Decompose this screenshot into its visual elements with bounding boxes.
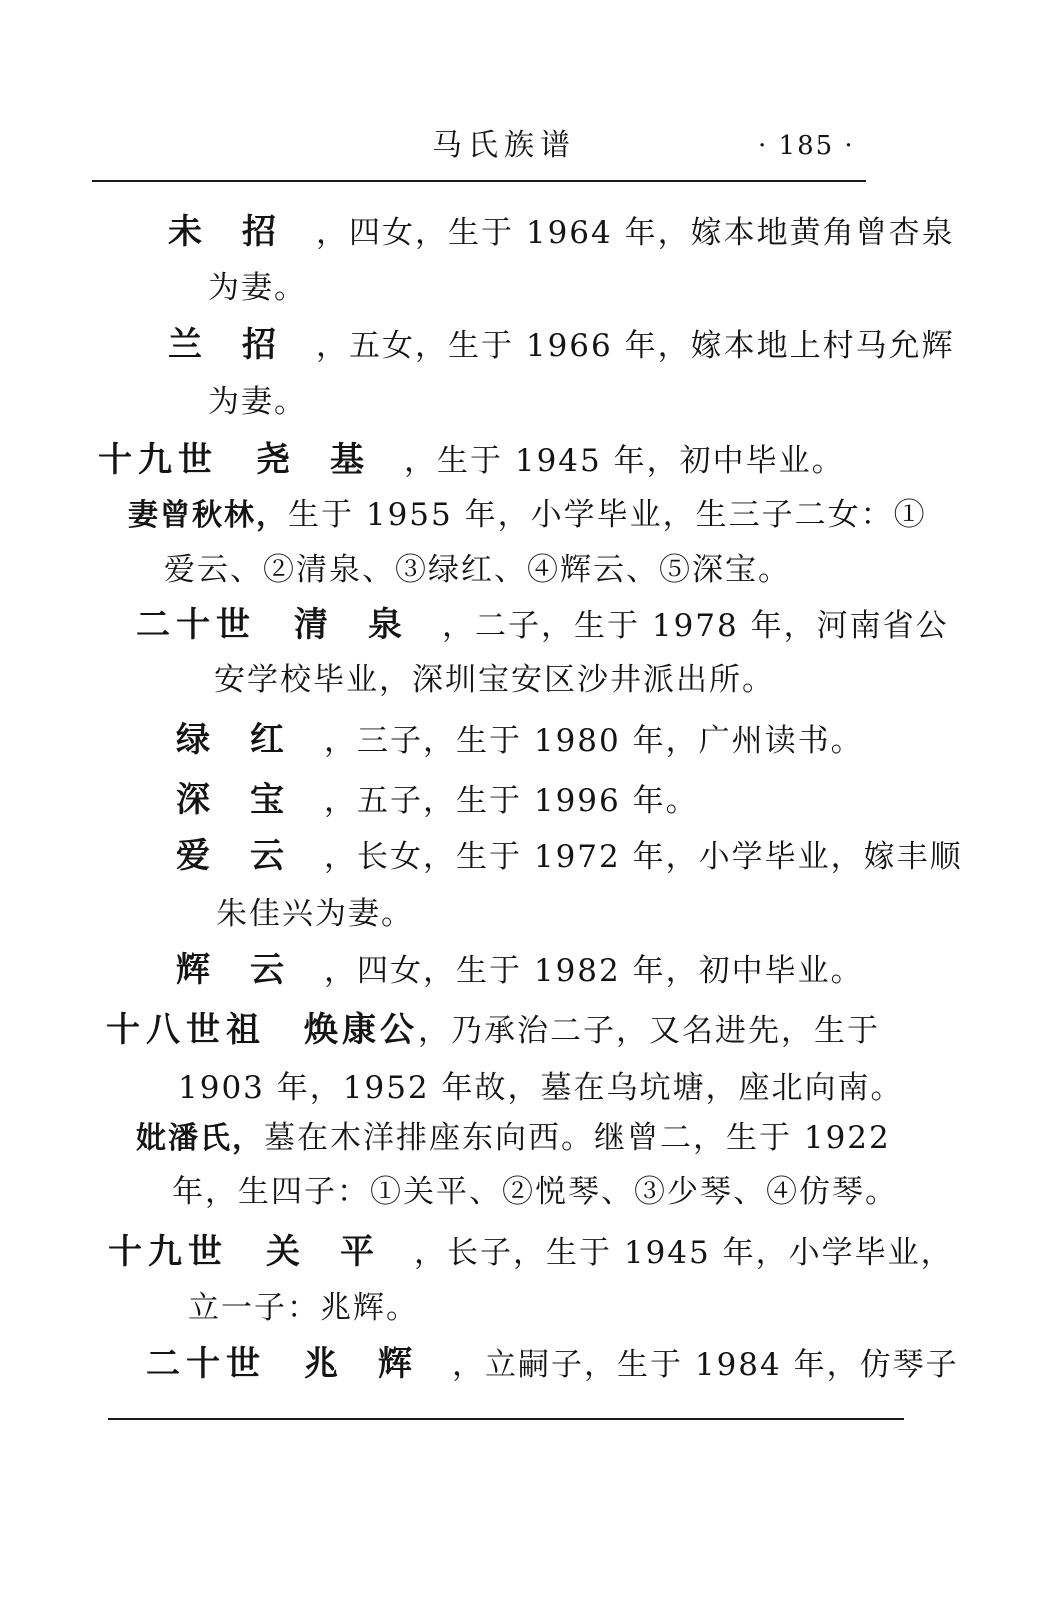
person-name: 兰招 [168,325,316,365]
entry-continuation: 年，生四子：①关平、②悦琴、③少琴、④仿琴。 [172,1174,898,1210]
generation-entry [136,605,949,646]
entry-continuation: 爱云、②清泉、③绿红、④辉云、⑤深宝。 [164,552,791,588]
entry-text: ，四女，生于 1982 年，初中毕业。 [324,953,864,989]
entry-continuation: 为妻。 [208,270,307,306]
entry-line [176,950,864,991]
person-name: 关平 [266,1232,414,1272]
page-number: · 185 · [758,131,855,161]
entry-text: ，三子，生于 1980 年，广州读书。 [324,723,864,759]
entry-text: ，生于 1945 年，初中毕业。 [404,443,845,479]
person-name: 兆辉 [304,1344,452,1384]
entry-continuation: 1903 年，1952 年故，墓在乌坑塘，座北向南。 [178,1070,904,1106]
entry-text: 墓在木洋排座东向西。继曾二，生于 1922 [264,1120,891,1156]
entry-continuation: 立一子：兆辉。 [188,1290,419,1326]
entry-text: ，五子，生于 1996 年。 [324,783,699,819]
entry-text: ，乃承治二子，又名进先，生于 [418,1013,880,1049]
entry-text: ，长女，生于 1972 年，小学毕业，嫁丰顺 [324,839,963,875]
header-rule [92,180,866,182]
person-name: 绿红 [176,720,324,760]
entry-line [176,780,699,821]
running-title: 马氏族谱 [432,128,576,163]
generation-label: 二十世 [136,605,256,645]
generation-label: 二十世 [146,1344,266,1384]
entry-text: ，长子，生于 1945 年，小学毕业， [414,1235,954,1271]
spouse-entry [136,1118,891,1159]
entry-continuation: 安学校毕业，深圳宝安区沙井派出所。 [214,662,775,698]
entry-line [168,325,955,366]
person-name: 尧基 [256,440,404,480]
generation-label: 十九世 [98,440,218,480]
generation-entry [146,1344,959,1385]
entry-text: ，四女，生于 1964 年，嫁本地黄角曾杏泉 [316,215,955,251]
generation-label: 十八世祖 [106,1010,266,1050]
person-name: 清泉 [294,605,442,645]
entry-line [168,212,955,253]
entry-text: ，二子，生于 1978 年，河南省公 [442,608,949,644]
person-name: 辉云 [176,950,324,990]
entry-line [176,720,864,761]
spouse-name: 妣潘氏， [136,1121,264,1156]
generation-entry [98,440,845,481]
entry-continuation: 朱佳兴为妻。 [216,896,414,932]
spouse-entry [128,495,927,536]
generation-entry [108,1232,954,1273]
entry-text: 生于 1955 年，小学毕业，生三子二女：① [288,497,927,533]
entry-text: ，五女，生于 1966 年，嫁本地上村马允辉 [316,328,955,364]
entry-text: ，立嗣子，生于 1984 年，仿琴子 [452,1347,959,1383]
generation-label: 十九世 [108,1232,228,1272]
entry-continuation: 为妻。 [208,384,307,420]
person-name: 爱云 [176,836,324,876]
person-name: 深宝 [176,780,324,820]
person-name: 焕康公 [304,1010,418,1050]
spouse-name: 妻曾秋林， [128,498,288,533]
generation-entry [106,1010,880,1051]
entry-line [176,836,963,877]
person-name: 未招 [168,212,316,252]
footer-rule [108,1418,904,1420]
